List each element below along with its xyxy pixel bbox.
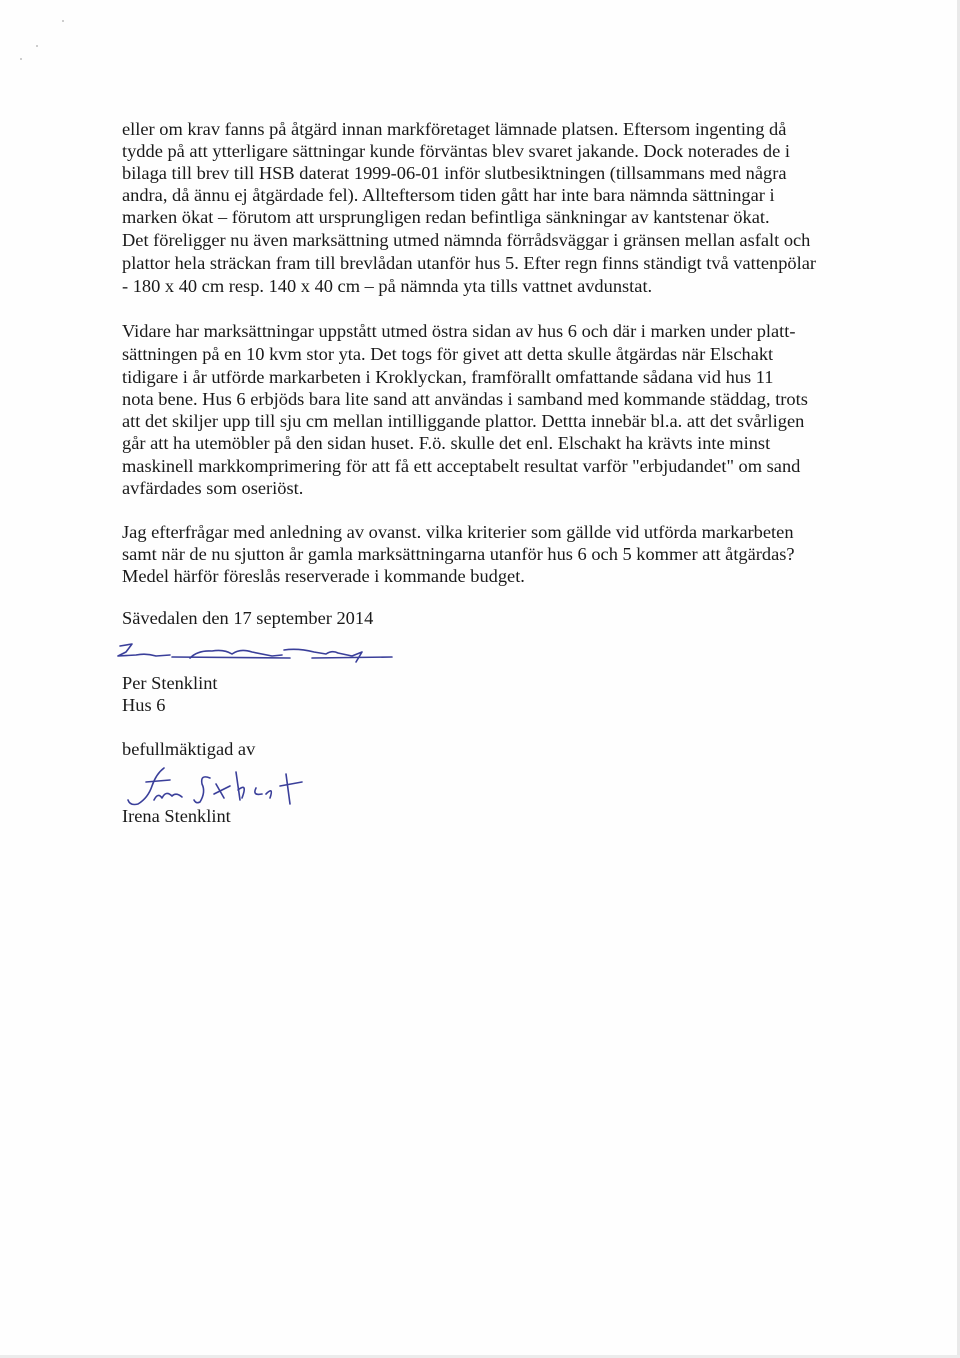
text-line: Jag efterfrågar med anledning av ovanst. vilka kriterier som gällde vid utförda markarbeten xyxy=(122,522,794,542)
text-line: andra, då ännu ej åtgärdade fel). Allteftersom tiden gått har inte bara nämnda sättningar i xyxy=(122,185,775,205)
text-line: plattor hela sträckan fram till brevlådan utanför hus 5. Efter regn finns ständigt två vattenpölar xyxy=(122,253,817,273)
text-line: samt när de nu sjutton år gamla marksättningarna utanför hus 6 och 5 kommer att åtgärdas? xyxy=(122,544,795,564)
text-line: tidigare i år utförde markarbeten i Kroklyckan, framförallt omfattande sådana vid hus 11 xyxy=(122,367,774,387)
text-line: Medel härför föreslås reserverade i kommande budget. xyxy=(122,566,525,586)
signature-per-stenklint xyxy=(112,636,402,666)
text-line: Vidare har marksättningar uppstått utmed östra sidan av hus 6 och där i marken under platt- xyxy=(122,321,796,341)
scan-speck xyxy=(62,20,64,22)
text-line: eller om krav fanns på åtgärd innan markföretaget lämnade platsen. Eftersom ingenting då xyxy=(122,119,787,139)
text-line: bilaga till brev till HSB daterat 1999-06-01 inför slutbesiktningen (tillsammans med några xyxy=(122,163,787,183)
text-line: - 180 x 40 cm resp. 140 x 40 cm – på nämnda yta tills vattnet avdunstat. xyxy=(122,276,653,296)
authorized-by-label: befullmäktigad av xyxy=(122,739,256,759)
text-line: nota bene. Hus 6 erbjöds bara lite sand att användas i samband med kommande städdag, trots xyxy=(122,389,808,409)
text-line: Det föreligger nu även marksättning utmed nämnda förrådsväggar i gränsen mellan asfalt och xyxy=(122,230,811,250)
text-line: sättningen på en 10 kvm stor yta. Det togs för givet att detta skulle åtgärdas när Elschakt xyxy=(122,344,774,364)
text-line: maskinell markkomprimering för att få ett acceptabelt resultat varför "erbjudandet" om sand xyxy=(122,456,801,476)
text-line: marken ökat – förutom att ursprungligen redan befintliga sänkningar av kantstenar ökat. xyxy=(122,207,770,227)
text-line: tydde på att ytterligare sättningar kunde förväntas blev svaret jakande. Dock noterades de i xyxy=(122,141,790,161)
signer-house: Hus 6 xyxy=(122,695,166,715)
scan-speck xyxy=(36,45,38,47)
text-line: avfärdades som oseriöst. xyxy=(122,478,304,498)
text-line: att det skiljer upp till sju cm mellan intilliggande plattor. Dettta innebär bl.a. att det svårligen xyxy=(122,411,805,431)
scan-speck xyxy=(20,58,22,60)
text-line: går att ha utemöbler på den sidan huset. F.ö. skulle det enl. Elschakt ha krävts inte minst xyxy=(122,433,771,453)
signer-name: Irena Stenklint xyxy=(122,806,231,826)
signer-name: Per Stenklint xyxy=(122,673,218,693)
place-date: Sävedalen den 17 september 2014 xyxy=(122,608,374,628)
